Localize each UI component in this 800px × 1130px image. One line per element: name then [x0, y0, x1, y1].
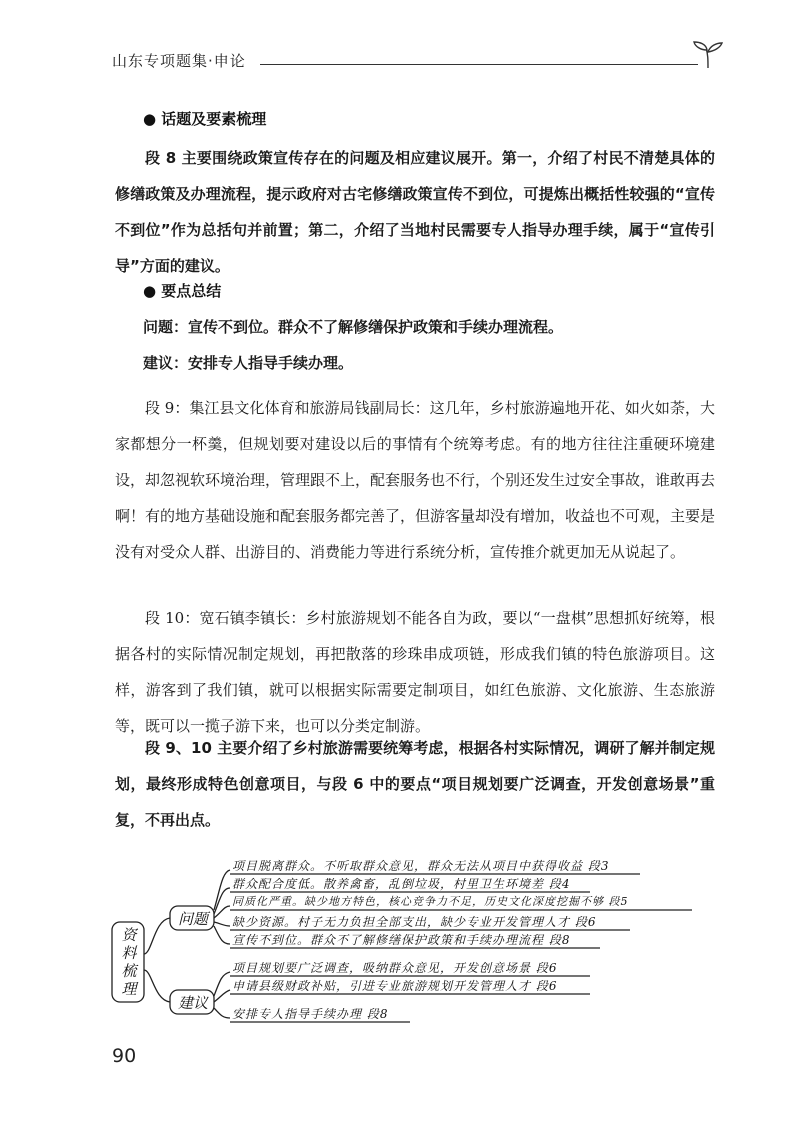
mindmap-diagram: [100, 850, 720, 1030]
mindmap-problem-node: 问题: [178, 910, 209, 928]
page-header: [112, 40, 722, 74]
summary-problem: 问题：宣传不到位。群众不了解修缮保护政策和手续办理流程。: [143, 318, 564, 336]
sprout-leaf-icon: [692, 40, 724, 70]
running-head-title: 山东专项题集·申论: [112, 52, 246, 70]
section-heading-summary: ● 要点总结: [143, 282, 222, 300]
header-rule: [260, 64, 698, 65]
mindmap-root-label: 资料梳理: [121, 926, 137, 998]
mindmap-suggestion-item: 安排专人指导手续办理 段8: [232, 1007, 389, 1021]
section1-paragraph: 段 8 主要围绕政策宣传存在的问题及相应建议展开。第一，介绍了村民不清楚具体的修缮政策及办理流程，提示政府对古宅修缮政策宣传不到位，可提炼出概括性较强的“宣传不到位”作为总括句并前置；第二，介绍了当地村民需要专人指导办理手续，属于“宣传引导”方面的建议。: [115, 149, 715, 275]
mindmap-suggestion-item: 项目规划要广泛调查，吸纳群众意见，开发创意场景 段6: [232, 961, 558, 975]
mindmap-problem-item: 项目脱离群众。不听取群众意见，群众无法从项目中获得收益 段3: [232, 859, 610, 873]
page-number: 90: [112, 1045, 137, 1067]
analysis-paragraph: 段 9、10 主要介绍了乡村旅游需要统筹考虑，根据各村实际情况，调研了解并制定规划，最终形成特色创意项目，与段 6 中的要点“项目规划要广泛调查，开发创意场景”重复，不再出点。: [115, 739, 715, 829]
mindmap-problem-item: 同质化严重。缺少地方特色，核心竞争力不足，历史文化深度挖掘不够 段5: [232, 895, 629, 908]
material-paragraph-10: 段 10：宽石镇李镇长：乡村旅游规划不能各自为政，要以“一盘棋”思想抓好统筹，根据各村的实际情况制定规划，再把散落的珍珠串成项链，形成我们镇的特色旅游项目。这样，游客到了我们镇，就可以根据实际需要定制项目，如红色旅游、文化旅游、生态旅游等，既可以一揽子游下来，也可以分类定制游。: [115, 609, 715, 735]
mindmap-problem-item: 宣传不到位。群众不了解修缮保护政策和手续办理流程 段8: [232, 933, 571, 947]
summary-suggestion: 建议：安排专人指导手续办理。: [143, 354, 354, 372]
material-paragraph-9: 段 9：集江县文化体育和旅游局钱副局长：这几年，乡村旅游遍地开花、如火如荼，大家都想分一杯羹，但规划要对建设以后的事情有个统筹考虑。有的地方往往注重硬环境建设，却忽视软环境治理，管理跟不上，配套服务也不行，个别还发生过安全事故，谁敢再去啊！有的地方基础设施和配套服务都完善了，但游客量却没有增加，收益也不可观，主要是没有对受众人群、出游目的、消费能力等进行系统分析，宣传推介就更加无从说起了。: [115, 399, 716, 561]
mindmap-suggestion-node: 建议: [178, 994, 209, 1012]
mindmap-problem-item: 群众配合度低。散养禽畜，乱倒垃圾，村里卫生环境差 段4: [232, 877, 571, 891]
mindmap-suggestion-item: 申请县级财政补贴，引进专业旅游规划开发管理人才 段6: [232, 979, 558, 993]
section-heading-topics: ● 话题及要素梳理: [143, 110, 267, 128]
mindmap-problem-item: 缺少资源。村子无力负担全部支出，缺少专业开发管理人才 段6: [232, 915, 597, 929]
